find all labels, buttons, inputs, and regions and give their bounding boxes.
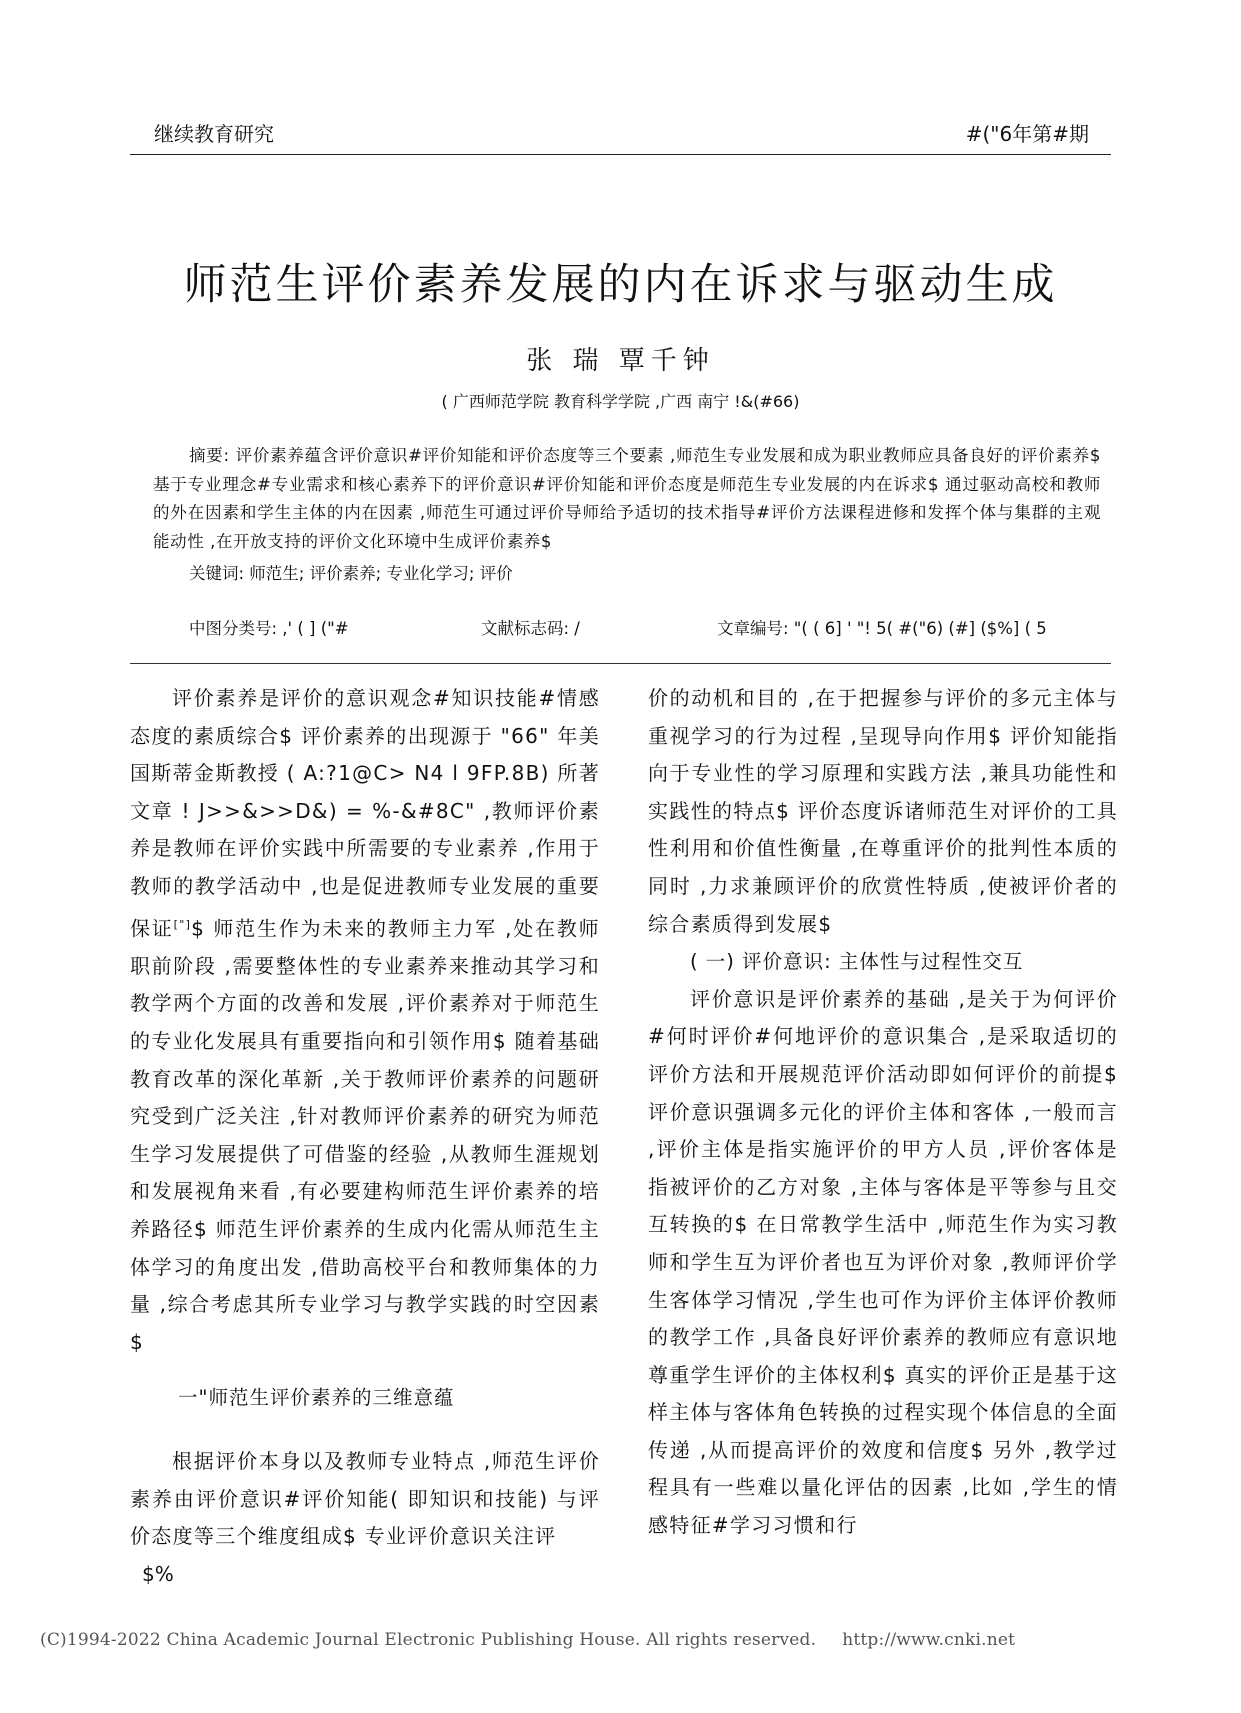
abstract-block	[153, 442, 1101, 589]
authors: 张 瑞 覃千钟	[526, 346, 715, 376]
copyright-footer	[40, 1630, 1015, 1650]
running-header	[130, 118, 1111, 154]
journal-name: 继续教育研究	[154, 122, 274, 146]
header-rule	[130, 154, 1111, 155]
affiliation: ( 广西师范学院 教育科学学院 ,广西 南宁 !&(#66)	[441, 392, 800, 411]
body-paragraph: 评价意识是评价素养的基础 ,是关于为何评价#何时评价#何地评价的意识集合 ,是采取适切的评价方法和开展规范评价活动即如何评价的前提$ 评价意识强调多元化的评价主体和客体 ,一般而言 ,评价主体是指实施评价的甲方人员 ,评价客体是指被评价的乙方对象 ,主体与客体是平等参与且交互转换的$ 在日常教学生活中 ,师范生作为实习教师和学生互为评价者也互为评价对象 ,教师评价学生客体学习情况 ,学生也可作为评价主体评价教师的教学工作 ,具备良好评价素养的教师应有意识地尊重学生评价的主体权利$ 真实的评价正是基于这样主体与客体角色转换的过程实现个体信息的全面传递 ,从而提高评价的效度和信度$ 另外 ,教学过程具有一些难以量化评估的因素 ,比如 ,学生的情感特征#学习习惯和行	[648, 986, 1118, 1538]
subsection-heading: ( 一) 评价意识: 主体性与过程性交互	[690, 950, 1024, 974]
body-paragraph	[130, 680, 600, 1361]
citation-ref: ["]	[173, 917, 192, 931]
issue-label: #("6年第#期	[965, 122, 1089, 146]
body-paragraph: 根据评价本身以及教师专业特点 ,师范生评价素养由评价意识#评价知能( 即知识和技能) 与评价态度等三个维度组成$ 专业评价意识关注评	[130, 1448, 600, 1549]
keywords: 关键词: 师范生; 评价素养; 专业化学习; 评价	[189, 564, 513, 583]
clc-number: 中图分类号: ,' ( ] ("#	[189, 619, 349, 638]
footnote-marker: $%	[142, 1561, 174, 1586]
document-code: 文献标志码: /	[481, 619, 580, 638]
abstract-rule	[130, 663, 1111, 664]
footer-url: http://www.cnki.net	[842, 1630, 1016, 1650]
abstract-text: 摘要: 评价素养蕴含评价意识#评价知能和评价态度等三个要素 ,师范生专业发展和成为职业教师应具备良好的评价素养$ 基于专业理念#专业需求和核心素养下的评价意识#评价知能和评价态度是师范生专业发展的内在诉求$ 通过驱动高校和教师的外在因素和学生主体的内在因素 ,师范生可通过评价导师给予适切的技术指导#评价方法课程进修和发挥个体与集群的主观能动性 ,在开放支持的评价文化环境中生成评价素养$	[153, 446, 1101, 551]
article-number: 文章编号: "( ( 6] ' "! 5( #("6) (#] ($%] ( 5	[717, 619, 1047, 638]
paragraph-text: $ 师范生作为未来的教师主力军 ,处在教师职前阶段 ,需要整体性的专业素养来推动其学习和教学两个方面的改善和发展 ,评价素养对于师范生的专业化发展具有重要指向和引领作用$ 随着基础教育改革的深化革新 ,关于教师评价素养的问题研究受到广泛关注 ,针对教师评价素养的研究为师范生学习发展提供了可借鉴的经验 ,从教师生涯规划和发展视角来看 ,有必要建构师范生评价素养的培养路径$ 师范生评价素养的生成内化需从师范生主体学习的角度出发 ,借助高校平台和教师集体的力量 ,综合考虑其所专业学习与教学实践的时空因素$	[130, 916, 600, 1354]
right-column	[648, 680, 1118, 1545]
left-column	[130, 680, 600, 1593]
section-heading: 一"师范生评价素养的三维意蕴	[178, 1386, 455, 1410]
article-title: 师范生评价素养发展的内在诉求与驱动生成	[183, 259, 1058, 310]
paragraph-text: 评价素养是评价的意识观念#知识技能#情感态度的素质综合$ 评价素养的出现源于 "66" 年美国斯蒂金斯教授 ( A:?1@C> N4 l 9FP.8B) 所著文章 ! J>>&>>D&) = %-&#8C" ,教师评价素养是教师在评价实践中所需要的专业素养 ,作用于教师的教学活动中 ,也是促进教师专业发展的重要保证	[130, 686, 600, 941]
body-paragraph: 价的动机和目的 ,在于把握参与评价的多元主体与重视学习的行为过程 ,呈现导向作用$ 评价知能指向于专业性的学习原理和实践方法 ,兼具功能性和实践性的特点$ 评价态度诉诸师范生对评价的工具性利用和价值性衡量 ,在尊重评价的批判性本质的同时 ,力求兼顾评价的欣赏性特质 ,使被评价者的综合素质得到发展$	[648, 686, 1118, 936]
copyright-text: (C)1994-2022 China Academic Journal Electronic Publishing House. All rights reserved.	[40, 1630, 817, 1650]
